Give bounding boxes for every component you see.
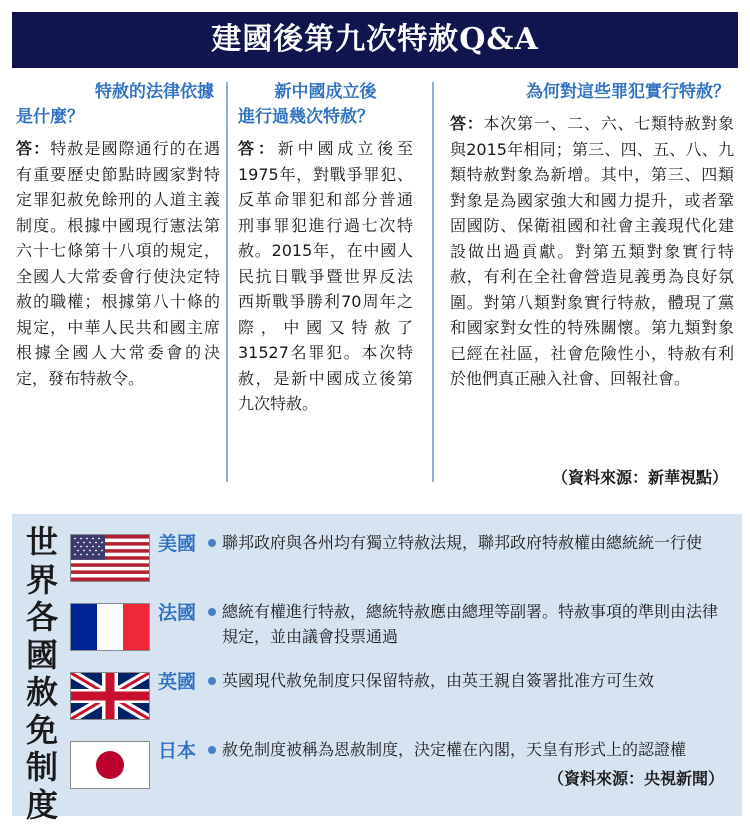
country-name: 英國 [158,671,197,693]
us-flag-icon [70,534,150,582]
answer-text: 特赦是國際通行的在遇有重要歷史節點時國家對特定罪犯赦免餘刑的人道主義制度。根據中國現行憲法第六十七條第十八項的規定，全國人大常委會行使決定特赦的職權；根據第八十條的規定，中華人民共和國主席根據全國人大常委會的決定，發布特赦令。 [16,139,220,388]
world-section-title: 世界各國赦免制度 [25,523,58,824]
answer-text: 本次第一、二、六、七類特赦對象與2015年相同；第三、四、五、八、九類特赦對象為新增。其中，第三、四類對象是為國家強大和國力提升，或者鞏固國防、保衛祖國和社會主義現代化建設做出過貢獻。對第五類對象實行特赦，有利在全社會營造見義勇為良好氛圍。對第八類對象實行特赦，體現了黨和國家對女性的特殊關懷。第九類對象已經在社區，社會危險性小，特赦有利於他們真正融入社會、回報社會。 [450,114,734,388]
country-name: 日本 [158,740,197,762]
question-line: 為何對這些罪犯實行特赦？ [526,82,730,102]
country-row-uk [70,668,730,730]
question-line: 特赦的法律依據 [95,82,214,102]
world-pardon-systems-box [12,514,742,824]
country-name: 法國 [158,602,197,624]
answer-label: 答： [450,114,484,133]
question-line: 進行過幾次特赦？ [238,107,374,127]
answer-label: 答： [238,139,278,158]
column-divider [432,82,434,482]
qa-column-legal-basis [16,80,220,496]
country-row-usa [70,530,730,592]
bullet-icon [208,746,216,754]
france-flag-icon [70,603,150,651]
question-heading [238,80,413,130]
column-divider [226,82,228,482]
answer-label: 答： [16,139,51,158]
country-description: 聯邦政府與各州均有獨立特赦法規，聯邦政府特赦權由總統統一行使 [222,533,703,552]
question-heading [450,80,734,105]
country-description: 總統有權進行特赦，總統特赦應由總理等副署。特赦事項的準則由法律規定，並由議會投票通過 [222,602,719,646]
bullet-icon [208,608,216,616]
answer-paragraph [450,111,734,392]
answer-paragraph [238,136,413,417]
qa-column-history [238,80,413,496]
country-row-france [70,599,730,661]
country-description: 英國現代赦免制度只保留特赦，由英王親自簽署批准方可生效 [222,671,655,690]
uk-flag-icon [70,672,150,720]
question-line: 新中國成立後 [274,82,377,102]
bullet-icon [208,677,216,685]
answer-paragraph [16,136,220,391]
answer-text: 新中國成立後至1975年，對戰爭罪犯、反革命罪犯和部分普通刑事罪犯進行過七次特赦。2015年，在中國人民抗日戰爭暨世界反法西斯戰爭勝利70周年之際，中國又特赦了31527名罪犯。本次特赦，是新中國成立後第九次特赦。 [238,139,413,413]
bullet-icon [208,539,216,547]
japan-flag-icon [70,741,150,789]
world-source-note: （資料來源：央視新聞） [547,769,724,788]
country-description: 赦免制度被稱為恩赦制度，決定權在內閣，天皇有形式上的認證權 [222,740,687,759]
qa-source-note: （資料來源：新華視點） [551,468,728,487]
page-title: 建國後第九次特赦Q&A [12,12,738,68]
qa-column-reasons [450,80,734,496]
question-line: 是什麼？ [16,107,84,127]
country-name: 美國 [158,533,197,555]
question-heading [16,80,220,130]
